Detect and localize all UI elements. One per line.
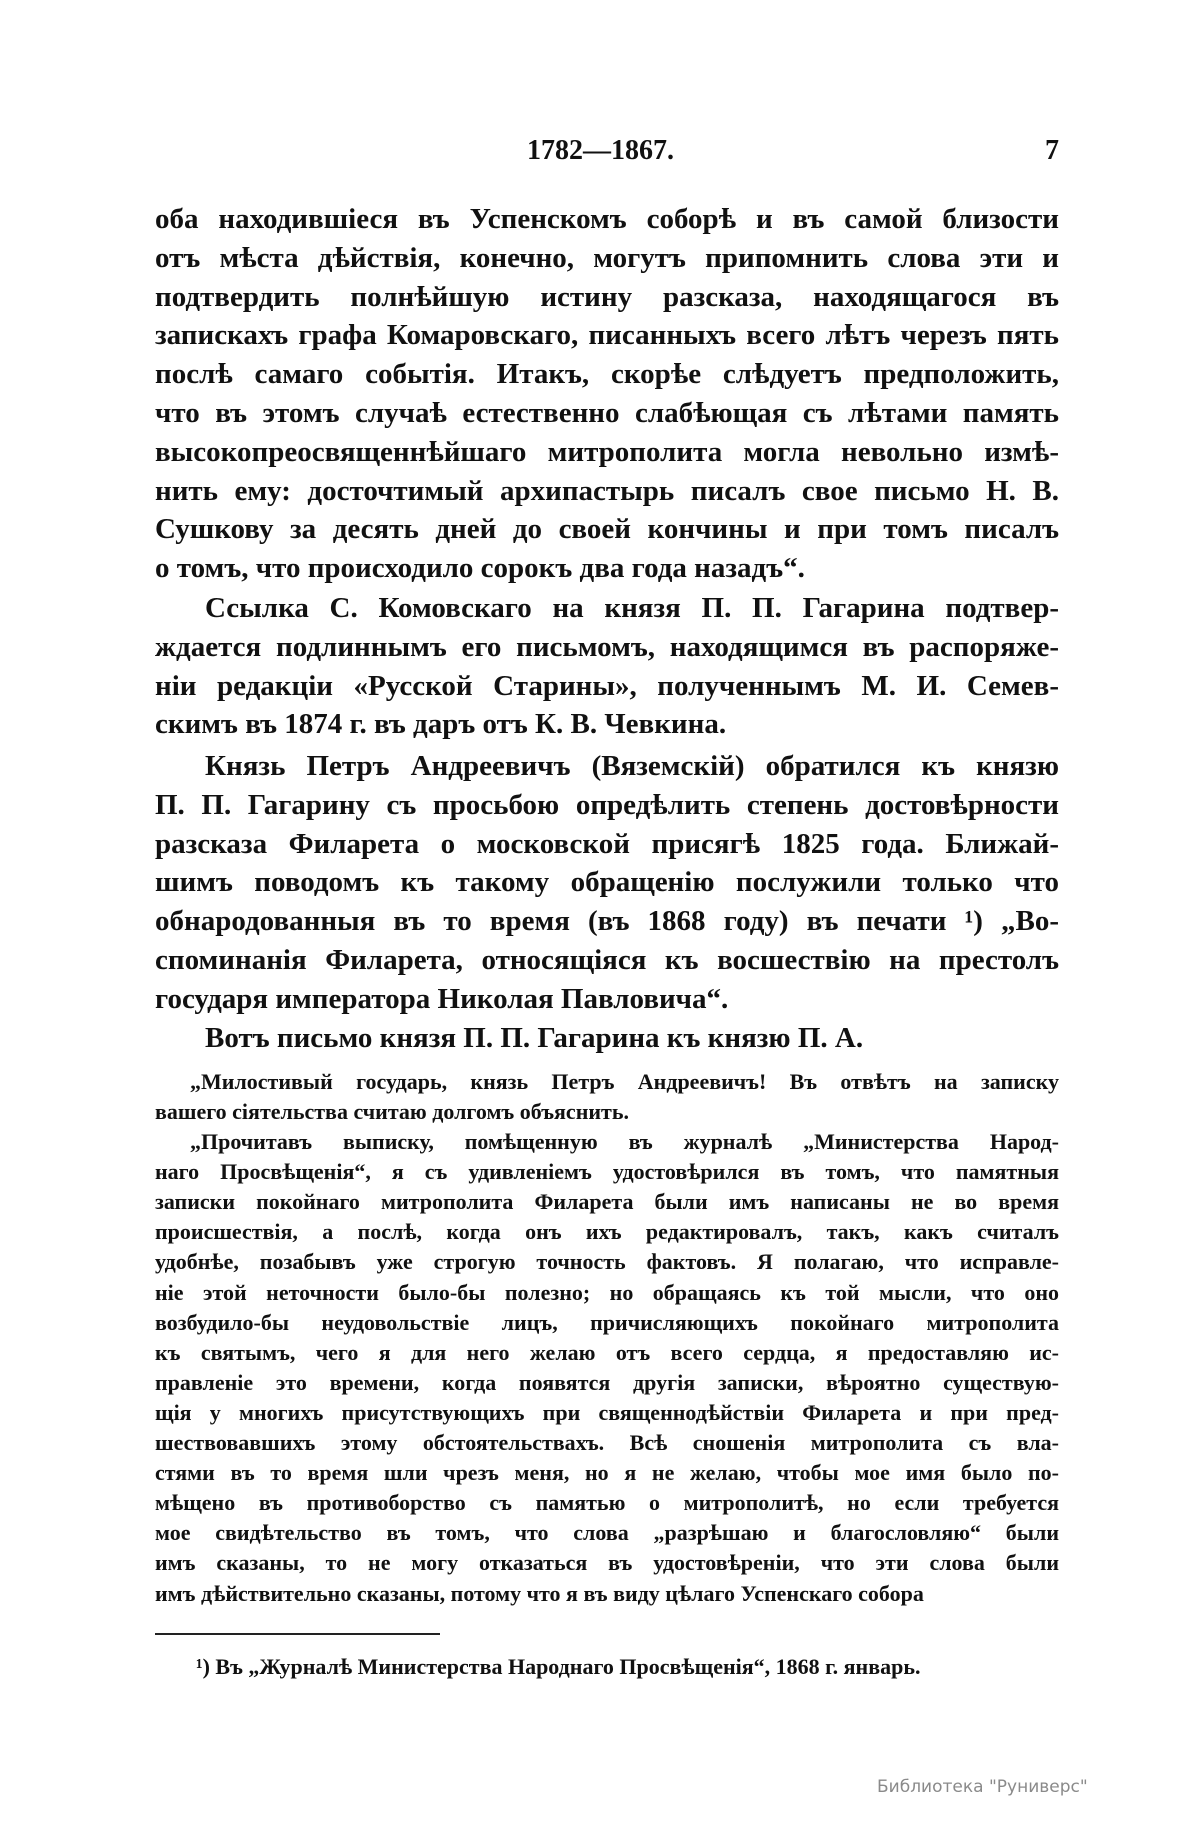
text-line: споминанія Филарета, относящіяся къ восшествію на престолъ [155, 944, 1059, 976]
text-line: шимъ поводомъ къ такому обращенію послужили только что [155, 866, 1059, 899]
library-watermark: Библиотека "Руниверс" [877, 1777, 1088, 1797]
text-line: мѣщено въ противоборство съ памятью о митрополитѣ, но если требуется [155, 1490, 1059, 1516]
text-line: „Милостивый государь, князь Петръ Андреевичъ! Въ отвѣтъ на записку [190, 1069, 1059, 1094]
text-line: имъ сказаны, то не могу отказаться въ удостовѣреніи, что эти слова были [155, 1550, 1059, 1576]
text-line: „Прочитавъ выписку, помѣщенную въ журналѣ „Министерства Народ- [190, 1129, 1059, 1154]
text-line: о томъ, что происходило сорокъ два года назадъ“. [155, 552, 805, 585]
text-line: стями въ то время шли чрезъ меня, но я не желаю, чтобы мое имя было по- [155, 1460, 1059, 1486]
page-number: 7 [1045, 135, 1059, 166]
text-line: мое свидѣтельство въ томъ, что слова „разрѣшаю и благословляю“ были [155, 1520, 1059, 1546]
text-line: нить ему: досточтимый архипастырь писалъ свое письмо Н. В. [155, 474, 1059, 507]
text-line: подтвердить полнѣйшую истину разсказа, находящагося въ [155, 280, 1059, 313]
text-line: возбудило-бы неудовольствіе лицъ, причисляющихъ покойнаго митрополита [155, 1309, 1059, 1335]
text-line: высокопреосвященнѣйшаго митрополита могла невольно измѣ- [155, 435, 1059, 468]
text-line: записки покойнаго митрополита Филарета были имъ написаны не во время [155, 1189, 1059, 1215]
text-line: что въ этомъ случаѣ естественно слабѣющая съ лѣтами память [155, 397, 1059, 429]
text-line: П. П. Гагарину съ просьбою опредѣлить степень достовѣрности [155, 788, 1059, 821]
text-line: разсказа Филарета о московской присягѣ 1825 года. Ближай- [155, 827, 1059, 860]
footnote-divider [155, 1633, 440, 1635]
text-line: Ссылка С. Комовскаго на князя П. П. Гагарина подтвер- [205, 592, 1059, 624]
text-line: удобнѣе, позабывъ уже строгую точность фактовъ. Я полагаю, что исправле- [155, 1249, 1059, 1275]
text-line: обнародованныя въ то время (въ 1868 году) въ печати ¹) „Во- [155, 905, 1059, 938]
text-line: Князь Петръ Андреевичъ (Вяземскій) обратился къ князю [205, 750, 1059, 782]
text-line: ждается подлиннымъ его письмомъ, находящимся въ распоряже- [155, 630, 1059, 663]
text-line: шествовавшихъ этому обстоятельствахъ. Всѣ сношенія митрополита съ вла- [155, 1430, 1059, 1455]
text-line: послѣ самаго событія. Итакъ, скорѣе слѣдуетъ предположить, [155, 358, 1059, 391]
text-line: происшествія, а послѣ, когда онъ ихъ редактировалъ, такъ, какъ считалъ [155, 1219, 1059, 1245]
text-line: щія у многихъ присутствующихъ при священнодѣйствіи Филарета и при пред- [155, 1399, 1059, 1425]
text-line: ніе этой неточности было-бы полезно; но обращаясь къ той мысли, что оно [155, 1279, 1059, 1305]
text-line: скимъ въ 1874 г. въ даръ отъ К. В. Чевкина. [155, 708, 727, 741]
text-line: оба находившіеся въ Успенскомъ соборѣ и въ самой близости [155, 203, 1059, 235]
text-line: имъ дѣйствительно сказаны, потому что я въ виду цѣлаго Успенскаго собора [155, 1580, 924, 1606]
text-line: наго Просвѣщенія“, я съ удивленіемъ удостовѣрился въ томъ, что памятныя [155, 1159, 1059, 1185]
text-line: отъ мѣста дѣйствія, конечно, могутъ припомнить слова эти и [155, 241, 1059, 274]
text-line: запискахъ графа Комаровскаго, писанныхъ всего лѣтъ черезъ пять [155, 319, 1059, 352]
text-line: Вотъ письмо князя П. П. Гагарина къ князю П. А. [205, 1022, 864, 1054]
text-line: ніи редакціи «Русской Старины», полученнымъ М. И. Семев- [155, 669, 1059, 702]
running-title: 1782—1867. [527, 135, 674, 166]
text-line: правленіе это времени, когда появятся другія записки, вѣроятно существую- [155, 1369, 1059, 1395]
text-line: Сушкову за десять дней до своей кончины и при томъ писалъ [155, 513, 1059, 546]
text-line: государя императора Николая Павловича“. [155, 982, 729, 1015]
footnote: ¹) Въ „Журналѣ Министерства Народнаго Просвѣщенія“, 1868 г. январь. [196, 1654, 921, 1679]
text-line: вашего сіятельства считаю долгомъ объяснить. [155, 1099, 629, 1125]
text-line: къ святымъ, чего я для него желаю отъ всего сердца, я предоставляю ис- [155, 1339, 1059, 1365]
